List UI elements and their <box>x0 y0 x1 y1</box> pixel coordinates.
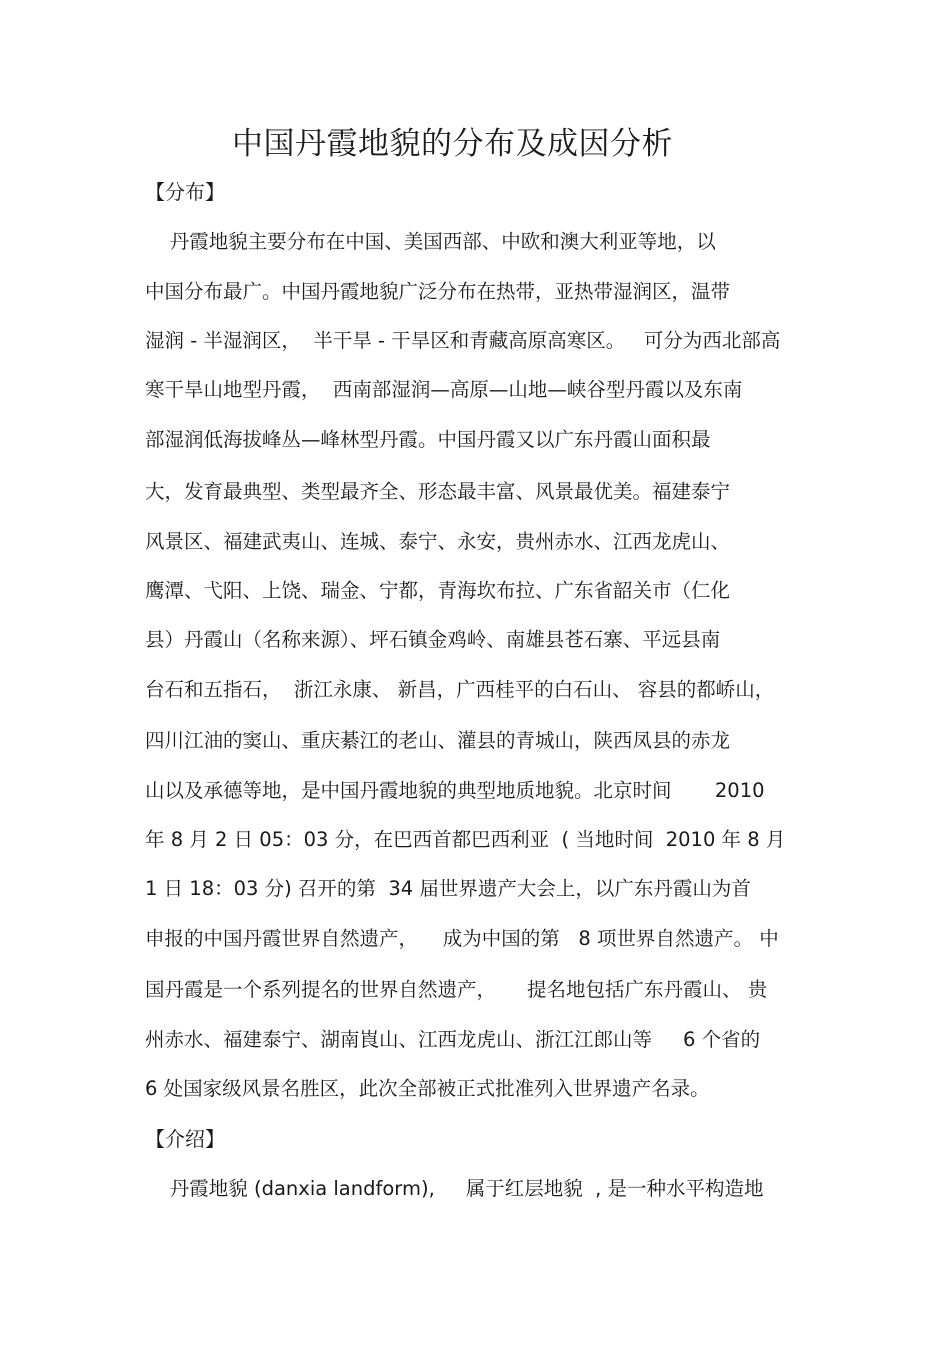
paragraph-line: 丹霞地貌 (danxia landform), 属于红层地貌 , 是一种水平构造地 <box>145 1177 764 1200</box>
paragraph-line: 寒干旱山地型丹霞， 西南部湿润—高原—山地—峡谷型丹霞以及东南 <box>145 378 743 401</box>
paragraph-line: 县）丹霞山（名称来源）、坪石镇金鸡岭、南雄县苍石寨、平远县南 <box>145 628 721 651</box>
paragraph-line: 风景区、福建武夷山、连城、泰宁、永安，贵州赤水、江西龙虎山、 <box>145 530 731 553</box>
paragraph-line: 丹霞地貌主要分布在中国、美国西部、中欧和澳大利亚等地，以 <box>145 230 716 253</box>
section-heading-introduction: 【介绍】 <box>145 1127 225 1151</box>
paragraph-line: 中国分布最广。中国丹霞地貌广泛分布在热带，亚热带湿润区，温带 <box>145 280 731 303</box>
paragraph-line: 台石和五指石， 浙江永康、 新昌，广西桂平的白石山、 容县的都峤山， <box>145 678 775 701</box>
paragraph-line: 1 日 18：03 分) 召开的第 34 届世界遗产大会上，以广东丹霞山为首 <box>145 877 751 900</box>
paragraph-line: 年 8 月 2 日 05：03 分，在巴西首都巴西利亚 ( 当地时间 2010 年 8 月 <box>145 828 786 851</box>
paragraph-line: 湿润 - 半湿润区， 半干旱 - 干旱区和青藏高原高寒区。 可分为西北部高 <box>145 329 781 352</box>
paragraph-line: 部湿润低海拔峰丛—峰林型丹霞。中国丹霞又以广东丹霞山面积最 <box>145 428 711 451</box>
paragraph-line: 四川江油的窦山、重庆綦江的老山、灌县的青城山，陕西凤县的赤龙 <box>145 729 731 752</box>
document-title: 中国丹霞地貌的分布及成因分析 <box>232 126 673 162</box>
paragraph-line: 山以及承德等地，是中国丹霞地貌的典型地质地貌。北京时间 2010 <box>145 779 765 802</box>
paragraph-line: 国丹霞是一个系列提名的世界自然遗产， 提名地包括广东丹霞山、 贵 <box>145 978 768 1001</box>
paragraph-line: 鹰潭、弋阳、上饶、瑞金、宁都，青海坎布拉、广东省韶关市（仁化 <box>145 579 731 602</box>
section-heading-distribution: 【分布】 <box>145 180 225 204</box>
paragraph-line: 申报的中国丹霞世界自然遗产， 成为中国的第 8 项世界自然遗产。 中 <box>145 927 779 950</box>
paragraph-line: 6 处国家级风景名胜区，此次全部被正式批准列入世界遗产名录。 <box>145 1077 710 1100</box>
paragraph-line: 大，发育最典型、类型最齐全、形态最丰富、风景最优美。福建泰宁 <box>145 480 731 503</box>
paragraph-line: 州赤水、福建泰宁、湖南崀山、江西龙虎山、浙江江郎山等 6 个省的 <box>145 1028 761 1051</box>
